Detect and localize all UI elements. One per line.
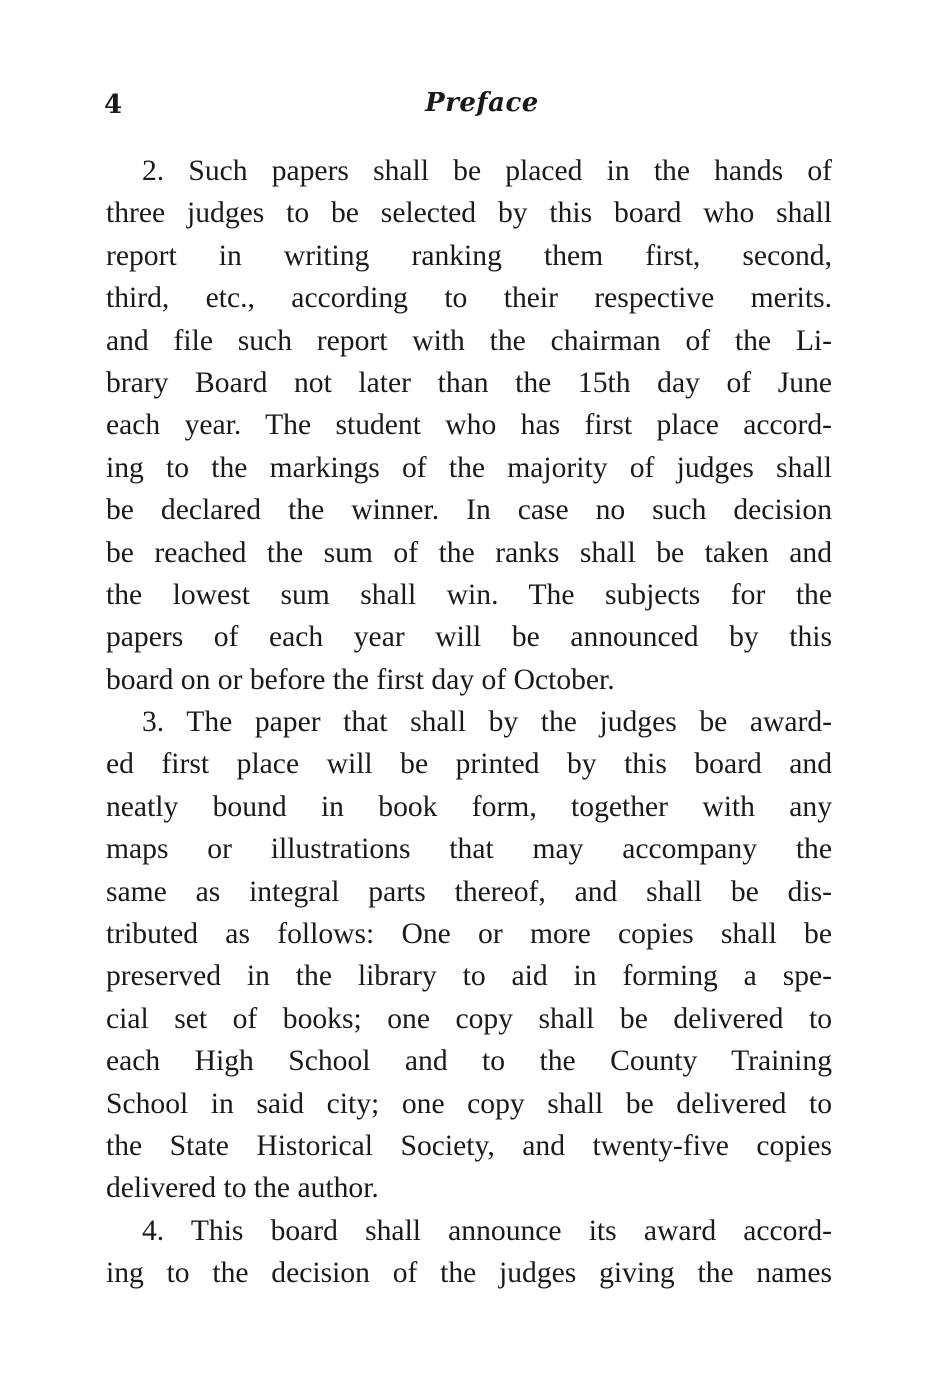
text-line: maps or illustrations that may accompany the (106, 833, 832, 866)
page-header (104, 86, 834, 126)
text-line: preserved in the library to aid in forming a spe- (106, 960, 832, 993)
text-line: ing to the markings of the majority of judges shall (106, 451, 832, 484)
text-line: board on or before the first day of October. (106, 663, 615, 696)
text-line: ed first place will be printed by this board and (106, 748, 832, 781)
text-line: the lowest sum shall win. The subjects for the (106, 578, 832, 611)
text-line: each High School and to the County Training (106, 1045, 832, 1078)
text-line: 2. Such papers shall be placed in the hands of (142, 155, 832, 187)
text-line: same as integral parts thereof, and shall be dis- (106, 875, 832, 908)
text-line: 3. The paper that shall by the judges be award- (142, 706, 832, 739)
running-head: Preface (425, 88, 539, 118)
text-line: School in said city; one copy shall be delivered to (106, 1087, 832, 1120)
text-line: cial set of books; one copy shall be delivered to (106, 1002, 832, 1035)
text-line: 4. This board shall announce its award accord- (142, 1214, 832, 1247)
paragraph (106, 1210, 832, 1295)
text-line: delivered to the author. (106, 1172, 379, 1205)
text-line: ing to the decision of the judges giving the names (106, 1257, 832, 1290)
text-line: three judges to be selected by this board who shall (106, 197, 832, 230)
text-line: tributed as follows: One or more copies shall be (106, 918, 832, 951)
text-line: the State Historical Society, and twenty-five copies (106, 1129, 832, 1162)
text-line: each year. The student who has first place accord- (106, 409, 832, 442)
text-line: and file such report with the chairman of the Li- (106, 324, 832, 357)
text-line: brary Board not later than the 15th day of June (106, 366, 832, 399)
text-line: report in writing ranking them first, second, (106, 239, 832, 272)
text-line: third, etc., according to their respective merits. (106, 282, 832, 315)
body-text (106, 150, 832, 1295)
text-line: be reached the sum of the ranks shall be taken and (106, 536, 832, 569)
paragraph (106, 150, 832, 701)
text-line: papers of each year will be announced by this (106, 621, 832, 654)
text-line: neatly bound in book form, together with any (106, 790, 832, 823)
page-number: 4 (104, 90, 123, 120)
paragraph (106, 701, 832, 1210)
text-line: be declared the winner. In case no such decision (106, 494, 832, 527)
